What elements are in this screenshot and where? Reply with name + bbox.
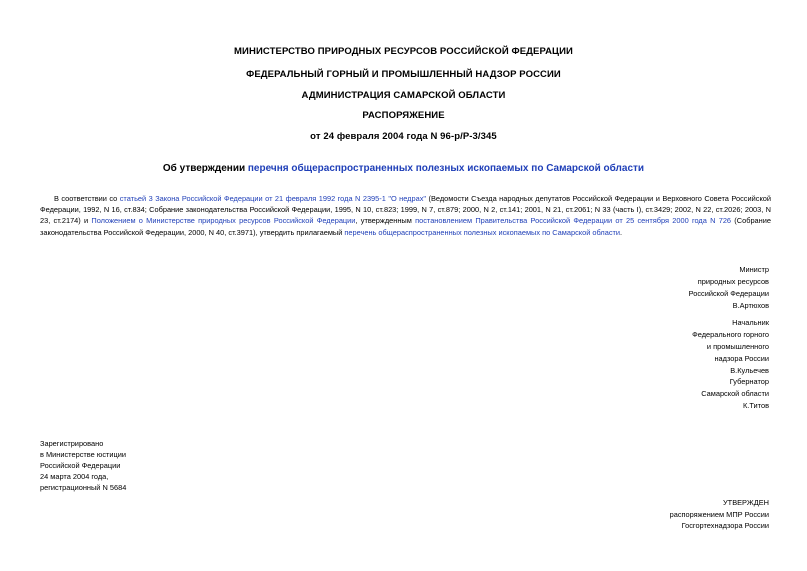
header-administration: АДМИНИСТРАЦИЯ САМАРСКОЙ ОБЛАСТИ — [301, 90, 506, 101]
body-text-2: (Ведомости Съезда народных депутатов Российской Федерации и Верховного Совета Российской Федерации, 1992, N 16, ст.834; Собрание законодательства Российской Федерации, 1995, N 10, ст.823; 1999, N 7, ст.879; 2000, N 2, ст.141; 2001, N 21, ст.2061; N 33 (часть I), ст.3429; 2002, N 22, ст.2026; 2003, N 23, ст.2174) и — [40, 194, 771, 226]
title-prefix: Об утверждении — [162, 163, 248, 174]
registration-line: Зарегистрировано — [40, 439, 104, 448]
signature-name: В.Кульечев — [730, 366, 769, 375]
government-decree-link[interactable]: постановлением Правительства Российской Федерации от 25 сентября 2000 года N 726 — [415, 216, 732, 226]
approved-line: УТВЕРЖДЕН — [722, 498, 769, 507]
signature-line: Самарской области — [701, 389, 769, 398]
approved-line: Госгортехнадзора России — [681, 521, 769, 530]
registration-line: в Министерстве юстиции — [40, 450, 127, 459]
signature-name: В.Артюхов — [732, 301, 769, 310]
minerals-list-link[interactable]: перечень общераспространенных полезных ископаемых по Самарской области — [344, 227, 621, 237]
signature-line: Министр — [739, 265, 769, 274]
body-text-1: В соответствии со — [54, 194, 120, 203]
signature-minister — [689, 264, 769, 312]
approved-line: распоряжением МПР России — [669, 509, 769, 519]
body-text-3: , утвержденным — [355, 216, 416, 226]
header-ministry: МИНИСТЕРСТВО ПРИРОДНЫХ РЕСУРСОВ РОССИЙСКОЙ ФЕДЕРАЦИИ — [234, 46, 573, 57]
signature-name: К.Титов — [742, 401, 769, 410]
body-text-5: . — [620, 227, 623, 237]
registration-block — [40, 438, 126, 493]
signature-line: Губернатор — [729, 377, 769, 386]
signature-line: Федерального горного — [692, 330, 769, 339]
law-nedra-link[interactable]: статьей 3 Закона Российской Федерации от 21 февраля 1992 года N 2395-1 "О недрах" — [119, 194, 427, 203]
document-title — [0, 163, 807, 174]
registration-line: 24 марта 2004 года, — [40, 472, 109, 481]
header-gosgortekhnadzor: ФЕДЕРАЛЬНЫЙ ГОРНЫЙ И ПРОМЫШЛЕННЫЙ НАДЗОР РОССИИ — [246, 69, 561, 80]
body-text-4: (Собрание законодательства Российской Федерации, 2000, N 40, ст.3971), утвердить прилагаемый — [40, 216, 771, 237]
ministry-regulation-link[interactable]: Положением о Министерстве природных ресурсов Российской Федерации — [91, 216, 356, 226]
signature-line: природных ресурсов — [697, 277, 769, 286]
signature-line: Начальник — [732, 318, 769, 327]
signature-line: Российской Федерации — [688, 289, 769, 298]
signature-line: и промышленного — [706, 342, 769, 351]
registration-line: Российской Федерации — [40, 461, 121, 470]
document-date-number: от 24 февраля 2004 года N 96-р/Р-3/345 — [310, 131, 497, 142]
signature-governor — [701, 376, 769, 412]
body-paragraph — [40, 193, 771, 238]
document-type: РАСПОРЯЖЕНИЕ — [362, 110, 445, 121]
registration-line: регистрационный N 5684 — [40, 483, 127, 492]
title-link[interactable]: перечня общераспространенных полезных ископаемых по Самарской области — [247, 163, 645, 174]
approved-block — [670, 497, 769, 532]
signature-line: надзора России — [714, 354, 769, 363]
signature-head-gosgortekhnadzor — [692, 317, 769, 377]
